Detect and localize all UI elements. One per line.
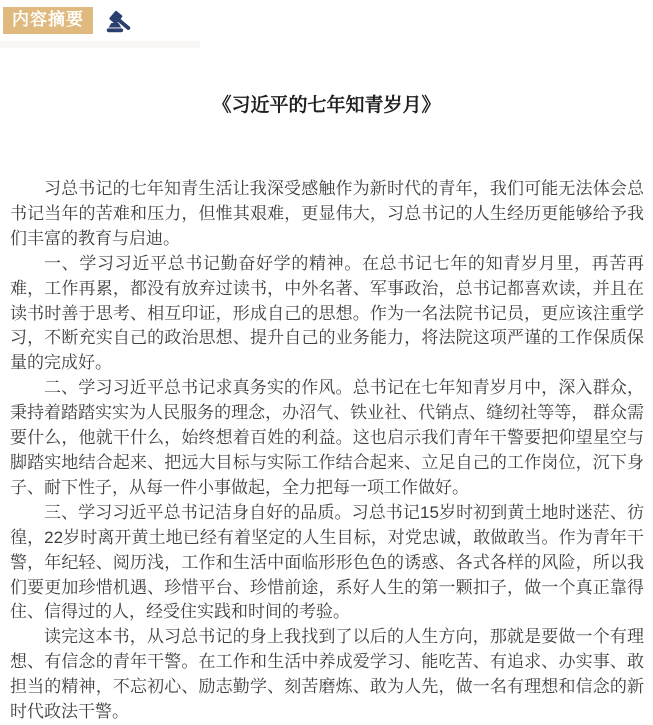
document-body [10, 177, 644, 725]
paragraph-intro: 习总书记的七年知青生活让我深受感触作为新时代的青年，我们可能无法体会总书记当年的苦难和压力，但惟其艰难，更显伟大，习总书记的人生经历更能够给予我们丰富的教育与启迪。 [10, 179, 644, 248]
section-badge: 内容摘要 [3, 7, 93, 34]
paragraph-point-two: 二、学习习近平总书记求真务实的作风。总书记在七年知青岁月中，深入群众，秉持着踏踏实实为人民服务的理念，办沼气、铁业社、代销点、缝纫社等等， 群众需要什么，他就干什么，始终想着百姓的利益。这也启示我们青年干警要把仰望星空与脚踏实地结合起来、把远大目标与实际工作结合起来、立足自己的工作岗位，沉下身子、耐下性子，从每一件小事做起，全力把每一项工作做好。 [10, 378, 644, 497]
badge-shadow-divider [0, 41, 200, 48]
gavel-icon [104, 10, 135, 34]
paragraph-point-one: 一、学习习近平总书记勤奋好学的精神。在总书记七年的知青岁月里，再苦再难，工作再累，都没有放弃过读书，中外名著、军事政治，总书记都喜欢读，并且在读书时善于思考、相互印证，形成自己的思想。作为一名法院书记员，更应该注重学习，不断充实自己的政治思想、提升自己的业务能力，将法院这项严谨的工作保质保量的完成好。 [10, 253, 644, 373]
paragraph-conclusion: 读完这本书，从习总书记的身上我找到了以后的人生方向，那就是要做一个有理想、有信念的青年干警。在工作和生活中养成爱学习、能吃苦、有追求、办实事、敢担当的精神，不忘初心、励志勤学、刻苦磨炼、敢为人先，做一名有理想和信念的新时代政法干警。 [10, 627, 644, 722]
header [3, 7, 135, 34]
paragraph-point-three: 三、学习习近平总书记洁身自好的品质。习总书记15岁时初到黄土地时迷茫、彷徨，22岁时离开黄土地已经有着坚定的人生目标，对党忠诚，敢做敢当。作为青年干警，年纪轻、阅历浅，工作和生活中面临形形色色的诱惑、各式各样的风险，所以我们要更加珍惜机遇、珍惜平台、珍惜前途，系好人生的第一颗扣子，做一个真正靠得住、信得过的人，经受住实践和时间的考验。 [10, 502, 644, 622]
document-title: 《习近平的七年知青岁月》 [212, 95, 441, 116]
